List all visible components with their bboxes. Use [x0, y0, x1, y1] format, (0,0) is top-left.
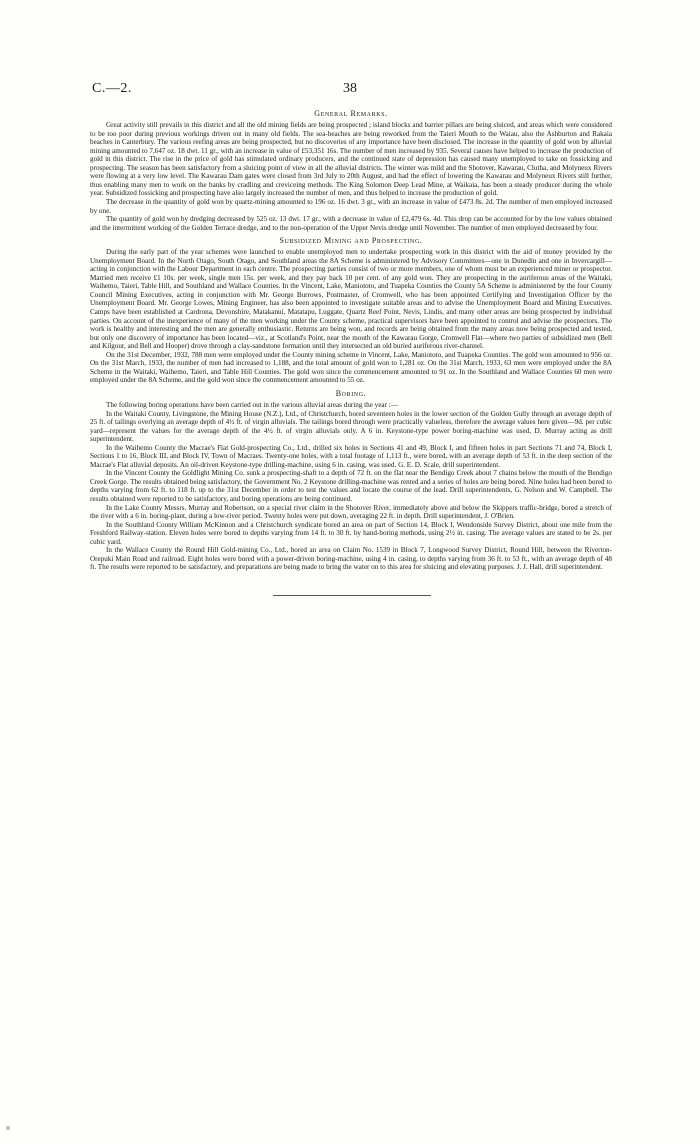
section-heading: Boring. — [335, 388, 367, 398]
paragraph: Great activity still prevails in this district and all the old mining fields are being prospected ; island blocks and barrier pillars are being sluiced, and areas which were considered to be too poor during previous workings driven out in many old fields. The sea-beaches are being reworked from the Taieri Mouth to the Waiau, also the Ashburton and Rakaia beaches in Canterbury. The various reefing areas are being prospected, but no discoveries of any importance have been disclosed. The increase in the quantity of gold won by alluvial mining amounted to 7,647 oz. 18 dwt. 11 gr., with an increase in value of £53,351 16s. The number of men increased by 935. Several causes have helped to increase the production of gold in this district. The rise in the price of gold has stimulated ordinary producers, and the continued state of depression has caused many unemployed to take on fossicking and prospecting. The season has been satisfactory from a sluicing point of view in all the alluvial districts. The winter was mild and the Shotover, Kawarau, Clutha, and Molyneux Rivers were flowing at a very low level. The Kawarau Dam gates were closed from 3rd July to 20th August, and had the effect of lowering the Kawarau and Molyneux Rivers still further, thus enabling many men to work on the banks by cradling and creviceing methods. The King Solomon Deep Lead Mine, at Waikaia, has been a steady producer during the whole year. Subsidized fossicking and prospecting have also largely increased the number of men, and thus helped to increase the production of gold. — [90, 121, 612, 198]
scan-speck — [6, 1126, 10, 1130]
section-boring — [90, 390, 612, 572]
end-divider-rule — [273, 595, 431, 596]
paragraph: In the Southland County William McKinnon and a Christchurch syndicate bored an area on part of Section 14, Block I, Wendonside Survey District, about one mile from the Freshford Railway-station. Eleven holes were bored to depths varying from 14 ft. to 30 ft. by hand-boring methods, using 2½ in. casing. The average values are stated to be 2s. per cubic yard. — [90, 520, 612, 546]
paragraph: In the Wallace County the Round Hill Gold-mining Co., Ltd., bored an area on Claim No. 1539 in Block 7, Longwood Survey District, Round Hill, between the Riverton-Orepuki Main Road and railroad. Eight holes were bored with a power-driven boring-machine, using 4 in. casing, to depths varying from 36 ft. to 53 ft., with an average depth of 48 ft. The results were reported to be satisfactory, and preparations are being made to bring the water on to this area for sluicing and elevating purposes. J. J. Hall, drill superintendent. — [90, 546, 612, 572]
section-heading: Subsidized Mining and Prospecting. — [279, 236, 423, 246]
document-body — [90, 110, 612, 577]
paragraph: During the early part of the year schemes were launched to enable unemployed men to undertake prospecting work in this district with the aid of money provided by the Unemployment Board. In the North Otago, South Otago, and Southland areas the 8A Scheme is administered by Advisory Committees—one in Dunedin and one in Invercargill—acting in conjunction with the Labour Department in each centre. The prospecting parties consist of two or more members, one of whom must be an experienced miner or prospector. Married men receive £1 10s. per week, single men 15s. per week, and they pay back 10 per cent. of any gold won. They are prospecting in the auriferous areas of the Waitaki, Waihemo, Taieri, Table Hill, and Southland and Wallace Counties. In the Vincent, Lake, Maniototo, and Tuapeka Counties the County 5A Scheme is administered by the four County Council Mining Executives, acting in conjunction with Mr. George Burrows, Postmaster, of Cromwell, who has been appointed Certifying and Investigation Officer by the Unemployment Board. Mr. George Lowes, Mining Engineer, has also been appointed to investigate suitable areas and to advise the Unemployment Board and Mining Executives. Camps have been established at Cardrona, Devonshire, Matakanui, Matatapu, Luggate, Quartz Reef Point, Nevis, Lindis, and many other areas are being prospected by individual parties. On account of the inexperience of many of the men working under the County scheme, practical supervisors have been appointed to control and advise the prospectors. The work is healthy and interesting and the men are generally enthusiastic. Returns are being won, and records are being obtained from the many areas now being prospected and tested, but only one discovery of importance has been located—viz., at Scotland's Point, near the mouth of the Kawarau Gorge, Cromwell Flat—where two parties of subsidized men (Bell and Kilgour, and Bell and Hooper) drove through a clay-sandstone formation until they intersected an old buried auriferous river-channel. — [90, 248, 612, 351]
section-subsidized-mining — [90, 237, 612, 385]
section-heading: General Remarks. — [314, 109, 388, 118]
paragraph: On the 31st December, 1932, 788 men were employed under the County mining scheme in Vincent, Lake, Maniototo, and Tuapeka Counties. The gold won amounted to 956 oz. On the 31st March, 1933, the number of men had increased to 1,188, and the total amount of gold won to 1,281 oz. On the 31st March, 1933, 63 men were employed under the 8A Scheme in the Waitaki, Waihemo, Taieri, and Table Hill Counties. The gold won since the commencement amounted to 91 oz. In the Southland and Wallace Counties 60 men were employed under the 8A Scheme, and the gold won since the commencement amounted to 55 oz. — [90, 350, 612, 385]
paragraph: In the Lake County Messrs. Murray and Robertson, on a special river claim in the Shotover River, immediately above and below the Skippers traffic-bridge, bored a stretch of the river with a 6 in. boring-plant, during a low-river period. Twenty holes were put down, averaging 22 ft. in depth. Drill superintendent, J. O'Brien. — [90, 503, 612, 521]
section-general-remarks — [90, 110, 612, 232]
paragraph: The decrease in the quantity of gold won by quartz-mining amounted to 196 oz. 16 dwt. 3 gr., with an increase in value of £473 8s. 2d. The number of men employed increased by one. — [90, 197, 612, 215]
paragraph: In the Vincent County the Goldlight Mining Co. sunk a prospecting-shaft to a depth of 72 ft. on the flat near the Bendigo Creek about 7 chains below the mouth of the Bendigo Creek Gorge. The results obtained being satisfactory, the Government No. 2 Keystone drilling-machine was rented and a series of holes are being bored. Nine holes had been bored to depths varying from 62 ft. to 118 ft. up to the 31st December in order to test the values and locate the course of the lead. Drill superintendents, G. Nelson and W. Campbell. The results obtained were reported to be satisfactory, and boring operations are being continued. — [90, 469, 612, 504]
page-number: 38 — [343, 81, 357, 96]
paragraph: In the Waitaki County, Livingstone, the Mining House (N.Z.), Ltd., of Christchurch, bored seventeen holes in the lower section of the Golden Gully through an average depth of 25 ft. of tailings overlying an average depth of 4½ ft. of virgin alluvials. The tailings bored through were practically valueless, therefore the average values here given—9d. per cubic yard—represent the values for the average depth of the 4½ ft. of virgin alluvials only. A 6 in. Keystone-type power boring-machine was used, D. Murray acting as drill superintendent. — [90, 409, 612, 444]
paragraph: In the Waihemo County the Macrae's Flat Gold-prospecting Co., Ltd., drilled six holes in Sections 41 and 49, Block I, and fifteen holes in part Sections 71 and 74, Block I, Sections 1 to 16, Block III, and Block IV, Town of Macraes. Twenty-one holes, with a total footage of 1,113 ft., were bored, with an average depth of 53 ft. in the deep section of the Macrae's Flat alluvial deposits. An oil-driven Keystone-type drilling-machine, using 6 in. casing, was used. G. E. D. Scale, drill superintendent. — [90, 443, 612, 469]
paragraph: The following boring operations have been carried out in the various alluvial areas during the year :— — [106, 401, 398, 409]
paragraph: The quantity of gold won by dredging decreased by 525 oz. 13 dwt. 17 gr., with a decrease in value of £2,479 6s. 4d. This drop can be accounted for by the low values obtained and the intermittent working of the Golden Terrace dredge, and to the non-operation of the Upper Nevis dredge until November. The number of men employed decreased by four. — [90, 215, 612, 232]
parliamentary-paper-reference: C.—2. — [92, 81, 132, 96]
